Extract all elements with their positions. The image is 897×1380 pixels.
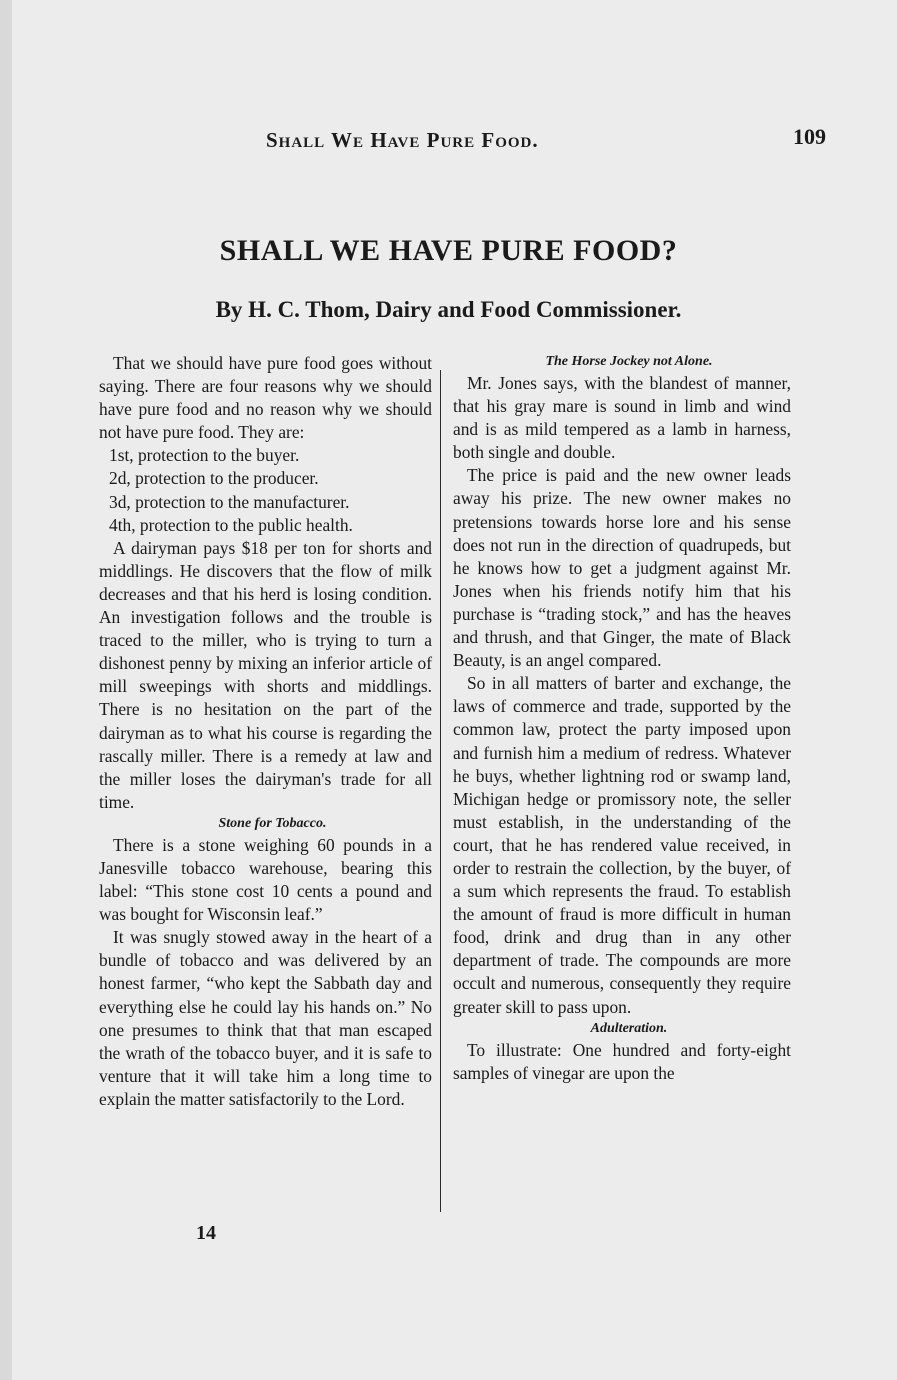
byline: By H. C. Thom, Dairy and Food Commissioner. (215, 297, 682, 322)
column-rule (440, 370, 441, 1212)
price-paragraph: The price is paid and the new owner leads away his prize. The new owner makes no pretensions towards horse lore and his sense does not run in the direction of quadrupeds, but he knows how to get a judgment against Mr. Jones when his friends notify him that his purchase is “trading stock,” and has the heaves and thrush, and that Ginger, the mate of Black Beauty, is an angel compared. (453, 465, 791, 671)
barter-paragraph: So in all matters of barter and exchange, the laws of commerce and trade, supported by the common law, protect the party imposed upon and furnish him a medium of redress. Whatever he buys, whether lightning rod or swamp land, Michigan hedge or promissory note, the seller must establish, in the understanding of the court, that he has rendered value received, in order to restrain the collection, by the buyer, of a sum which represents the fraud. To establish the amount of fraud is more difficult in human food, drink and drug than in any other department of trade. The compounds are more occult and numerous, consequently they require greater skill to pass upon. (453, 673, 791, 1017)
subhead-stone: Stone for Tobacco. (218, 815, 327, 831)
reason-item: 3d, protection to the manufacturer. (109, 491, 350, 512)
stowed-paragraph: It was snugly stowed away in the heart of a bundle of tobacco and was delivered by an honest farmer, “who kept the Sabbath day and everything else he could lay his hands on.” No one presumes to think that that man escaped the wrath of the tobacco buyer, and it is safe to venture that it will take him a long time to explain the matter satisfactorily to the Lord. (99, 927, 432, 1109)
stone-paragraph: There is a stone weighing 60 pounds in a Janesville tobacco warehouse, bearing this label: “This stone cost 10 cents a pound and was bought for Wisconsin leaf.” (99, 834, 432, 925)
dairyman-paragraph: A dairyman pays $18 per ton for shorts and middlings. He discovers that the flow of milk decreases and that his herd is losing condition. An investigation follows and the trouble is traced to the miller, who is trying to turn a dishonest penny by mixing an inferior article of mill sweepings with shorts and middlings. There is no hesitation on the part of the dairyman as to what his course is regarding the rascally miller. There is a remedy at law and the miller loses the dairyman's trade for all time. (99, 537, 432, 812)
illustrate-paragraph: To illustrate: One hundred and forty-eight samples of vinegar are upon the (453, 1039, 791, 1083)
reason-item: 4th, protection to the public health. (109, 514, 353, 535)
reason-item: 1st, protection to the buyer. (109, 445, 300, 466)
running-header (0, 124, 897, 164)
signature-mark: 14 (196, 1222, 216, 1244)
intro-paragraph: That we should have pure food goes without saying. There are four reasons why we should have pure food and no reason why we should not have pure food. They are: (99, 353, 432, 443)
reason-item: 2d, protection to the producer. (109, 468, 319, 489)
left-column (99, 352, 432, 1111)
right-column (453, 352, 791, 1085)
subhead-adulteration: Adulteration. (590, 1020, 668, 1036)
jones-paragraph: Mr. Jones says, with the blandest of manner, that his gray mare is sound in limb and wind and is as mild tempered as a lamb in harness, both single and double. (453, 373, 791, 463)
article-title: SHALL WE HAVE PURE FOOD? (219, 234, 678, 267)
subhead-jockey: The Horse Jockey not Alone. (545, 354, 713, 369)
page-number: 109 (793, 124, 826, 149)
running-title: Shall We Have Pure Food. (266, 128, 539, 152)
page-edge (0, 0, 12, 1380)
